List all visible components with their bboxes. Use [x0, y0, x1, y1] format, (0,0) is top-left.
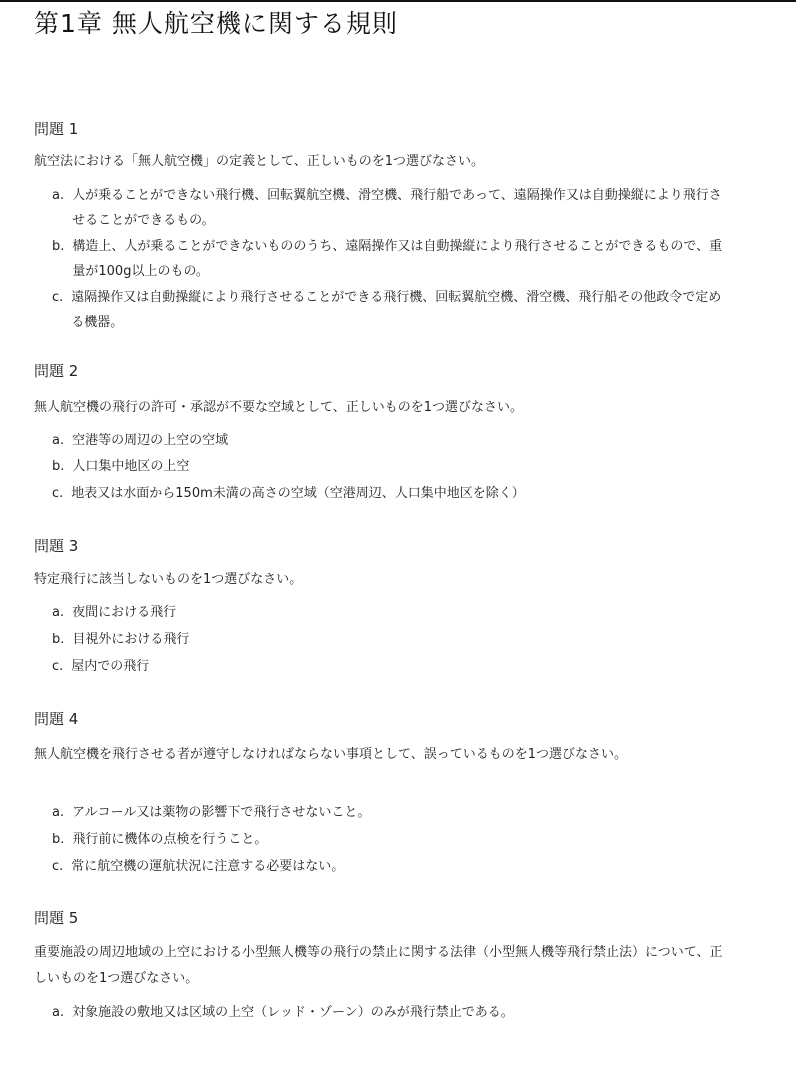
option-text: 人口集中地区の上空: [72, 459, 190, 474]
option-text: 目視外における飛行: [72, 632, 190, 647]
option-letter: a.: [52, 433, 65, 448]
question-1-option-c: [52, 285, 732, 335]
option-letter: a.: [52, 605, 65, 620]
question-2-text: 無人航空機の飛行の許可・承認が不要な空域として、正しいものを1つ選びなさい。: [34, 400, 524, 415]
question-4-heading: 問題 4: [34, 710, 79, 728]
question-3-heading: 問題 3: [34, 537, 79, 555]
question-4-option-b: [52, 827, 732, 852]
option-text: 飛行前に機体の点検を行うこと。: [72, 832, 268, 847]
option-letter: b.: [52, 239, 65, 254]
question-5-text: 重要施設の周辺地域の上空における小型無人機等の飛行の禁止に関する法律（小型無人機等飛行禁止法）について、正しいものを1つ選びなさい。: [34, 945, 723, 986]
option-letter: c.: [52, 659, 64, 674]
question-3-option-b: [52, 627, 732, 652]
question-4-option-a: [52, 800, 732, 825]
question-2-option-a: [52, 428, 732, 453]
question-2-heading: 問題 2: [34, 362, 79, 380]
question-5-heading: 問題 5: [34, 909, 79, 927]
option-letter: a.: [52, 805, 65, 820]
option-text: 夜間における飛行: [72, 605, 177, 620]
option-text: 空港等の周辺の上空の空域: [72, 433, 229, 448]
option-letter: b.: [52, 459, 65, 474]
option-letter: c.: [52, 859, 64, 874]
chapter-title: 第1章 無人航空機に関する規則: [34, 9, 398, 38]
question-5-option-a: [52, 1000, 732, 1025]
option-letter: a.: [52, 1005, 65, 1020]
question-1-option-a: [52, 183, 732, 233]
option-letter: b.: [52, 832, 65, 847]
option-text: 対象施設の敷地又は区域の上空（レッド・ゾーン）のみが飛行禁止である。: [72, 1005, 514, 1020]
question-2-option-c: [52, 481, 732, 506]
question-4-option-c: [52, 854, 732, 879]
option-text: 地表又は水面から150m未満の高さの空域（空港周辺、人口集中地区を除く）: [71, 486, 525, 501]
question-1-heading: 問題 1: [34, 120, 79, 138]
option-text: 人が乗ることができない飛行機、回転翼航空機、滑空機、飛行船であって、遠隔操作又は自動操縦により飛行させることができるもの。: [72, 188, 722, 228]
top-rule: [0, 0, 796, 2]
question-4-text: 無人航空機を飛行させる者が遵守しなければならない事項として、誤っているものを1つ選びなさい。: [34, 747, 628, 762]
question-2-option-b: [52, 454, 732, 479]
question-1-option-b: [52, 234, 732, 284]
option-letter: c.: [52, 290, 64, 305]
option-letter: b.: [52, 632, 65, 647]
option-letter: c.: [52, 486, 64, 501]
option-text: 屋内での飛行: [71, 659, 150, 674]
question-1-text: 航空法における「無人航空機」の定義として、正しいものを1つ選びなさい。: [34, 154, 485, 169]
question-3-text: 特定飛行に該当しないものを1つ選びなさい。: [34, 572, 303, 587]
option-text: 常に航空機の運航状況に注意する必要はない。: [71, 859, 345, 874]
option-text: 遠隔操作又は自動操縦により飛行させることができる飛行機、回転翼航空機、滑空機、飛行船その他政令で定める機器。: [71, 290, 722, 330]
question-3-option-a: [52, 600, 732, 625]
question-3-option-c: [52, 654, 732, 679]
option-text: 構造上、人が乗ることができないもののうち、遠隔操作又は自動操縦により飛行させることができるもので、重量が100g以上のもの。: [72, 239, 723, 279]
option-letter: a.: [52, 188, 65, 203]
option-text: アルコール又は薬物の影響下で飛行させないこと。: [72, 805, 371, 820]
